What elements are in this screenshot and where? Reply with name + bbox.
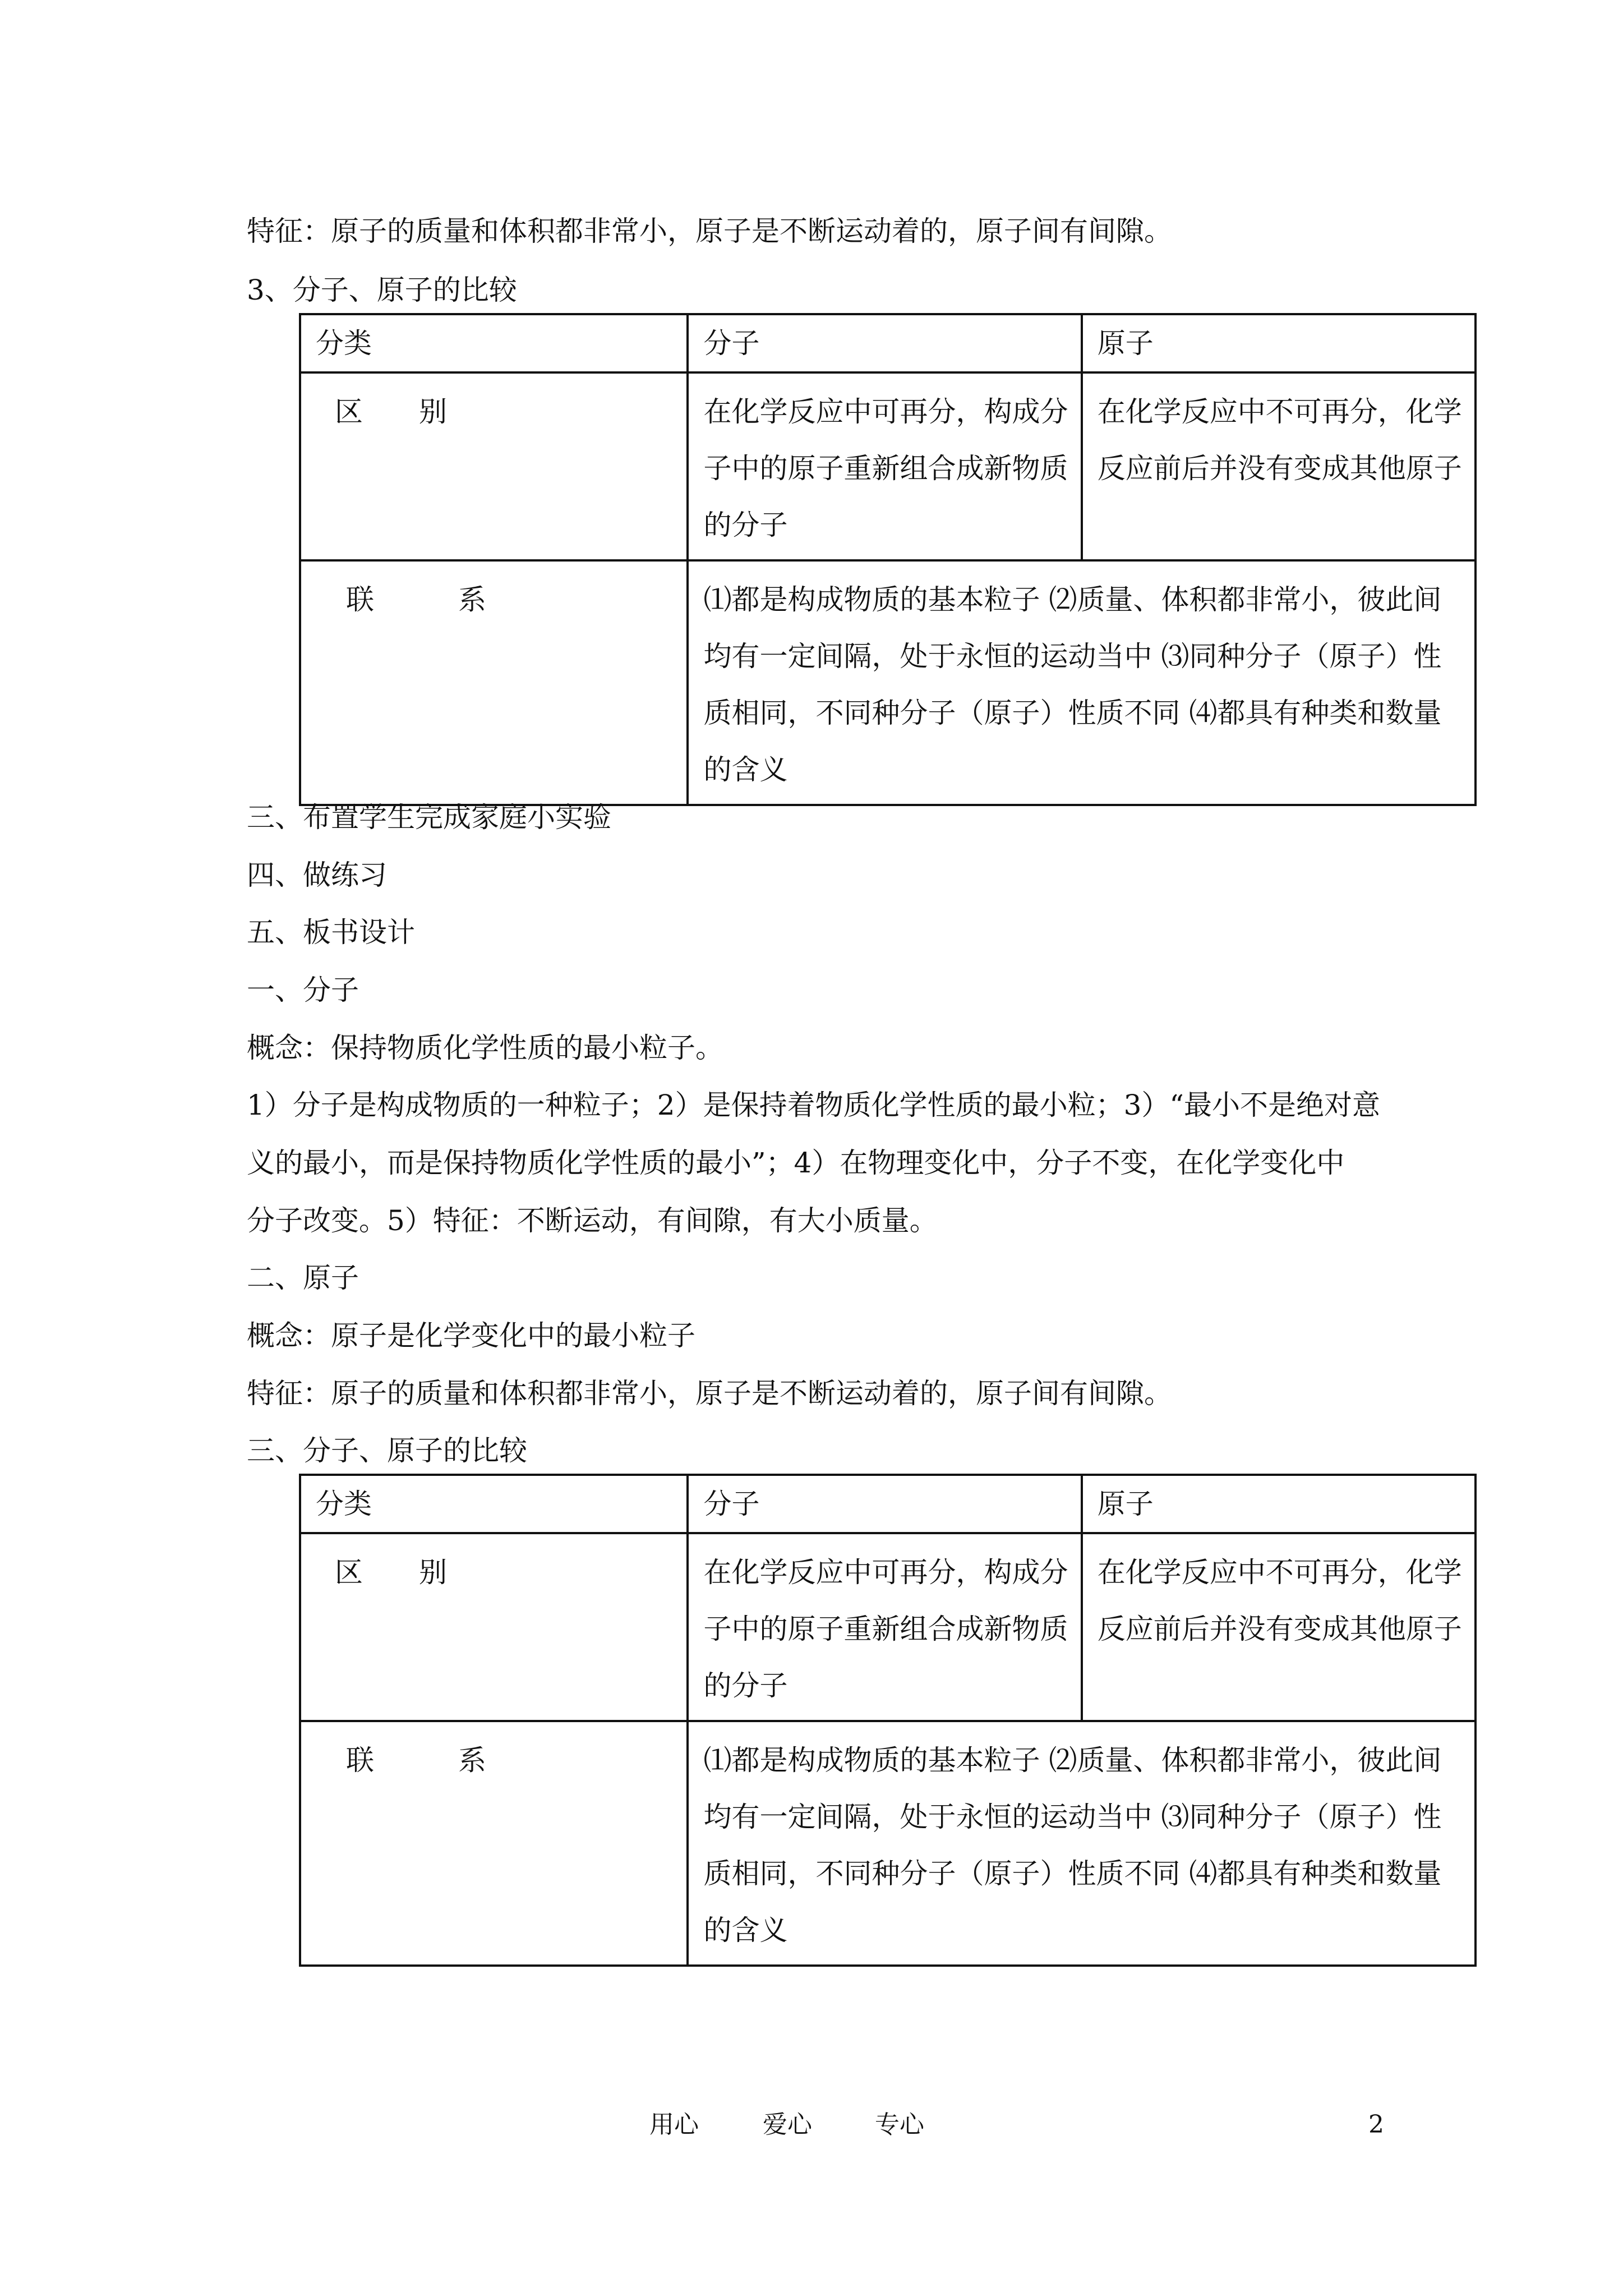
table-row-relation <box>300 560 1476 805</box>
relation-label: 联 系 <box>300 1721 688 1966</box>
footer-motto-3: 专心 <box>875 2110 924 2139</box>
difference-label: 区 别 <box>300 372 688 560</box>
header-molecule: 分子 <box>688 1475 1081 1533</box>
header-category: 分类 <box>300 1475 688 1533</box>
comparison-table-2 <box>299 1474 1477 1967</box>
page-number: 2 <box>1368 2110 1384 2139</box>
table-header-row <box>300 314 1476 372</box>
footer-motto-1: 用心 <box>649 2110 699 2139</box>
relation-label: 联 系 <box>300 560 688 805</box>
header-atom: 原子 <box>1082 1475 1476 1533</box>
difference-molecule: 在化学反应中可再分，构成分子中的原子重新组合成新物质的分子 <box>688 372 1081 560</box>
difference-molecule: 在化学反应中可再分，构成分子中的原子重新组合成新物质的分子 <box>688 1533 1081 1721</box>
relation-text: ⑴都是构成物质的基本粒子 ⑵质量、体积都非常小，彼此间均有一定间隔，处于永恒的运动当中 ⑶同种分子（原子）性质相同，不同种分子（原子）性质不同 ⑷都具有种类和数量的含义 <box>688 560 1476 805</box>
molecule-heading: 一、分子 <box>247 974 359 1006</box>
table-header-row <box>300 1475 1476 1533</box>
blackboard-design-item: 五、板书设计 <box>247 916 415 949</box>
comparison-heading-2: 三、分子、原子的比较 <box>247 1434 527 1467</box>
difference-atom: 在化学反应中不可再分，化学反应前后并没有变成其他原子 <box>1082 1533 1476 1721</box>
comparison-table-1 <box>299 313 1477 806</box>
table-row-difference <box>300 372 1476 560</box>
difference-atom: 在化学反应中不可再分，化学反应前后并没有变成其他原子 <box>1082 372 1476 560</box>
exercise-item: 四、做练习 <box>247 859 387 891</box>
molecule-concept: 概念：保持物质化学性质的最小粒子。 <box>247 1032 723 1064</box>
comparison-heading: 3、分子、原子的比较 <box>247 274 517 306</box>
difference-label: 区 别 <box>300 1533 688 1721</box>
molecule-detail-line-2: 义的最小，而是保持物质化学性质的最小”；4）在物理变化中，分子不变，在化学变化中 <box>247 1147 1345 1179</box>
atom-features-text: 特征：原子的质量和体积都非常小，原子是不断运动着的，原子间有间隙。 <box>247 215 1172 247</box>
molecule-detail-line-3: 分子改变。5）特征：不断运动，有间隙，有大小质量。 <box>247 1204 938 1237</box>
molecule-detail-line-1: 1）分子是构成物质的一种粒子；2）是保持着物质化学性质的最小粒；3）“最小不是绝对意 <box>247 1089 1380 1121</box>
header-category: 分类 <box>300 314 688 372</box>
header-molecule: 分子 <box>688 314 1081 372</box>
footer-motto-2: 爱心 <box>763 2110 812 2139</box>
header-atom: 原子 <box>1082 314 1476 372</box>
atom-concept: 概念：原子是化学变化中的最小粒子 <box>247 1319 695 1352</box>
relation-text: ⑴都是构成物质的基本粒子 ⑵质量、体积都非常小，彼此间均有一定间隔，处于永恒的运动当中 ⑶同种分子（原子）性质相同，不同种分子（原子）性质不同 ⑷都具有种类和数量的含义 <box>688 1721 1476 1966</box>
atom-heading: 二、原子 <box>247 1262 359 1294</box>
table-row-difference <box>300 1533 1476 1721</box>
atom-features-text-2: 特征：原子的质量和体积都非常小，原子是不断运动着的，原子间有间隙。 <box>247 1377 1172 1410</box>
homework-item: 三、布置学生完成家庭小实验 <box>247 801 611 834</box>
table-row-relation <box>300 1721 1476 1966</box>
